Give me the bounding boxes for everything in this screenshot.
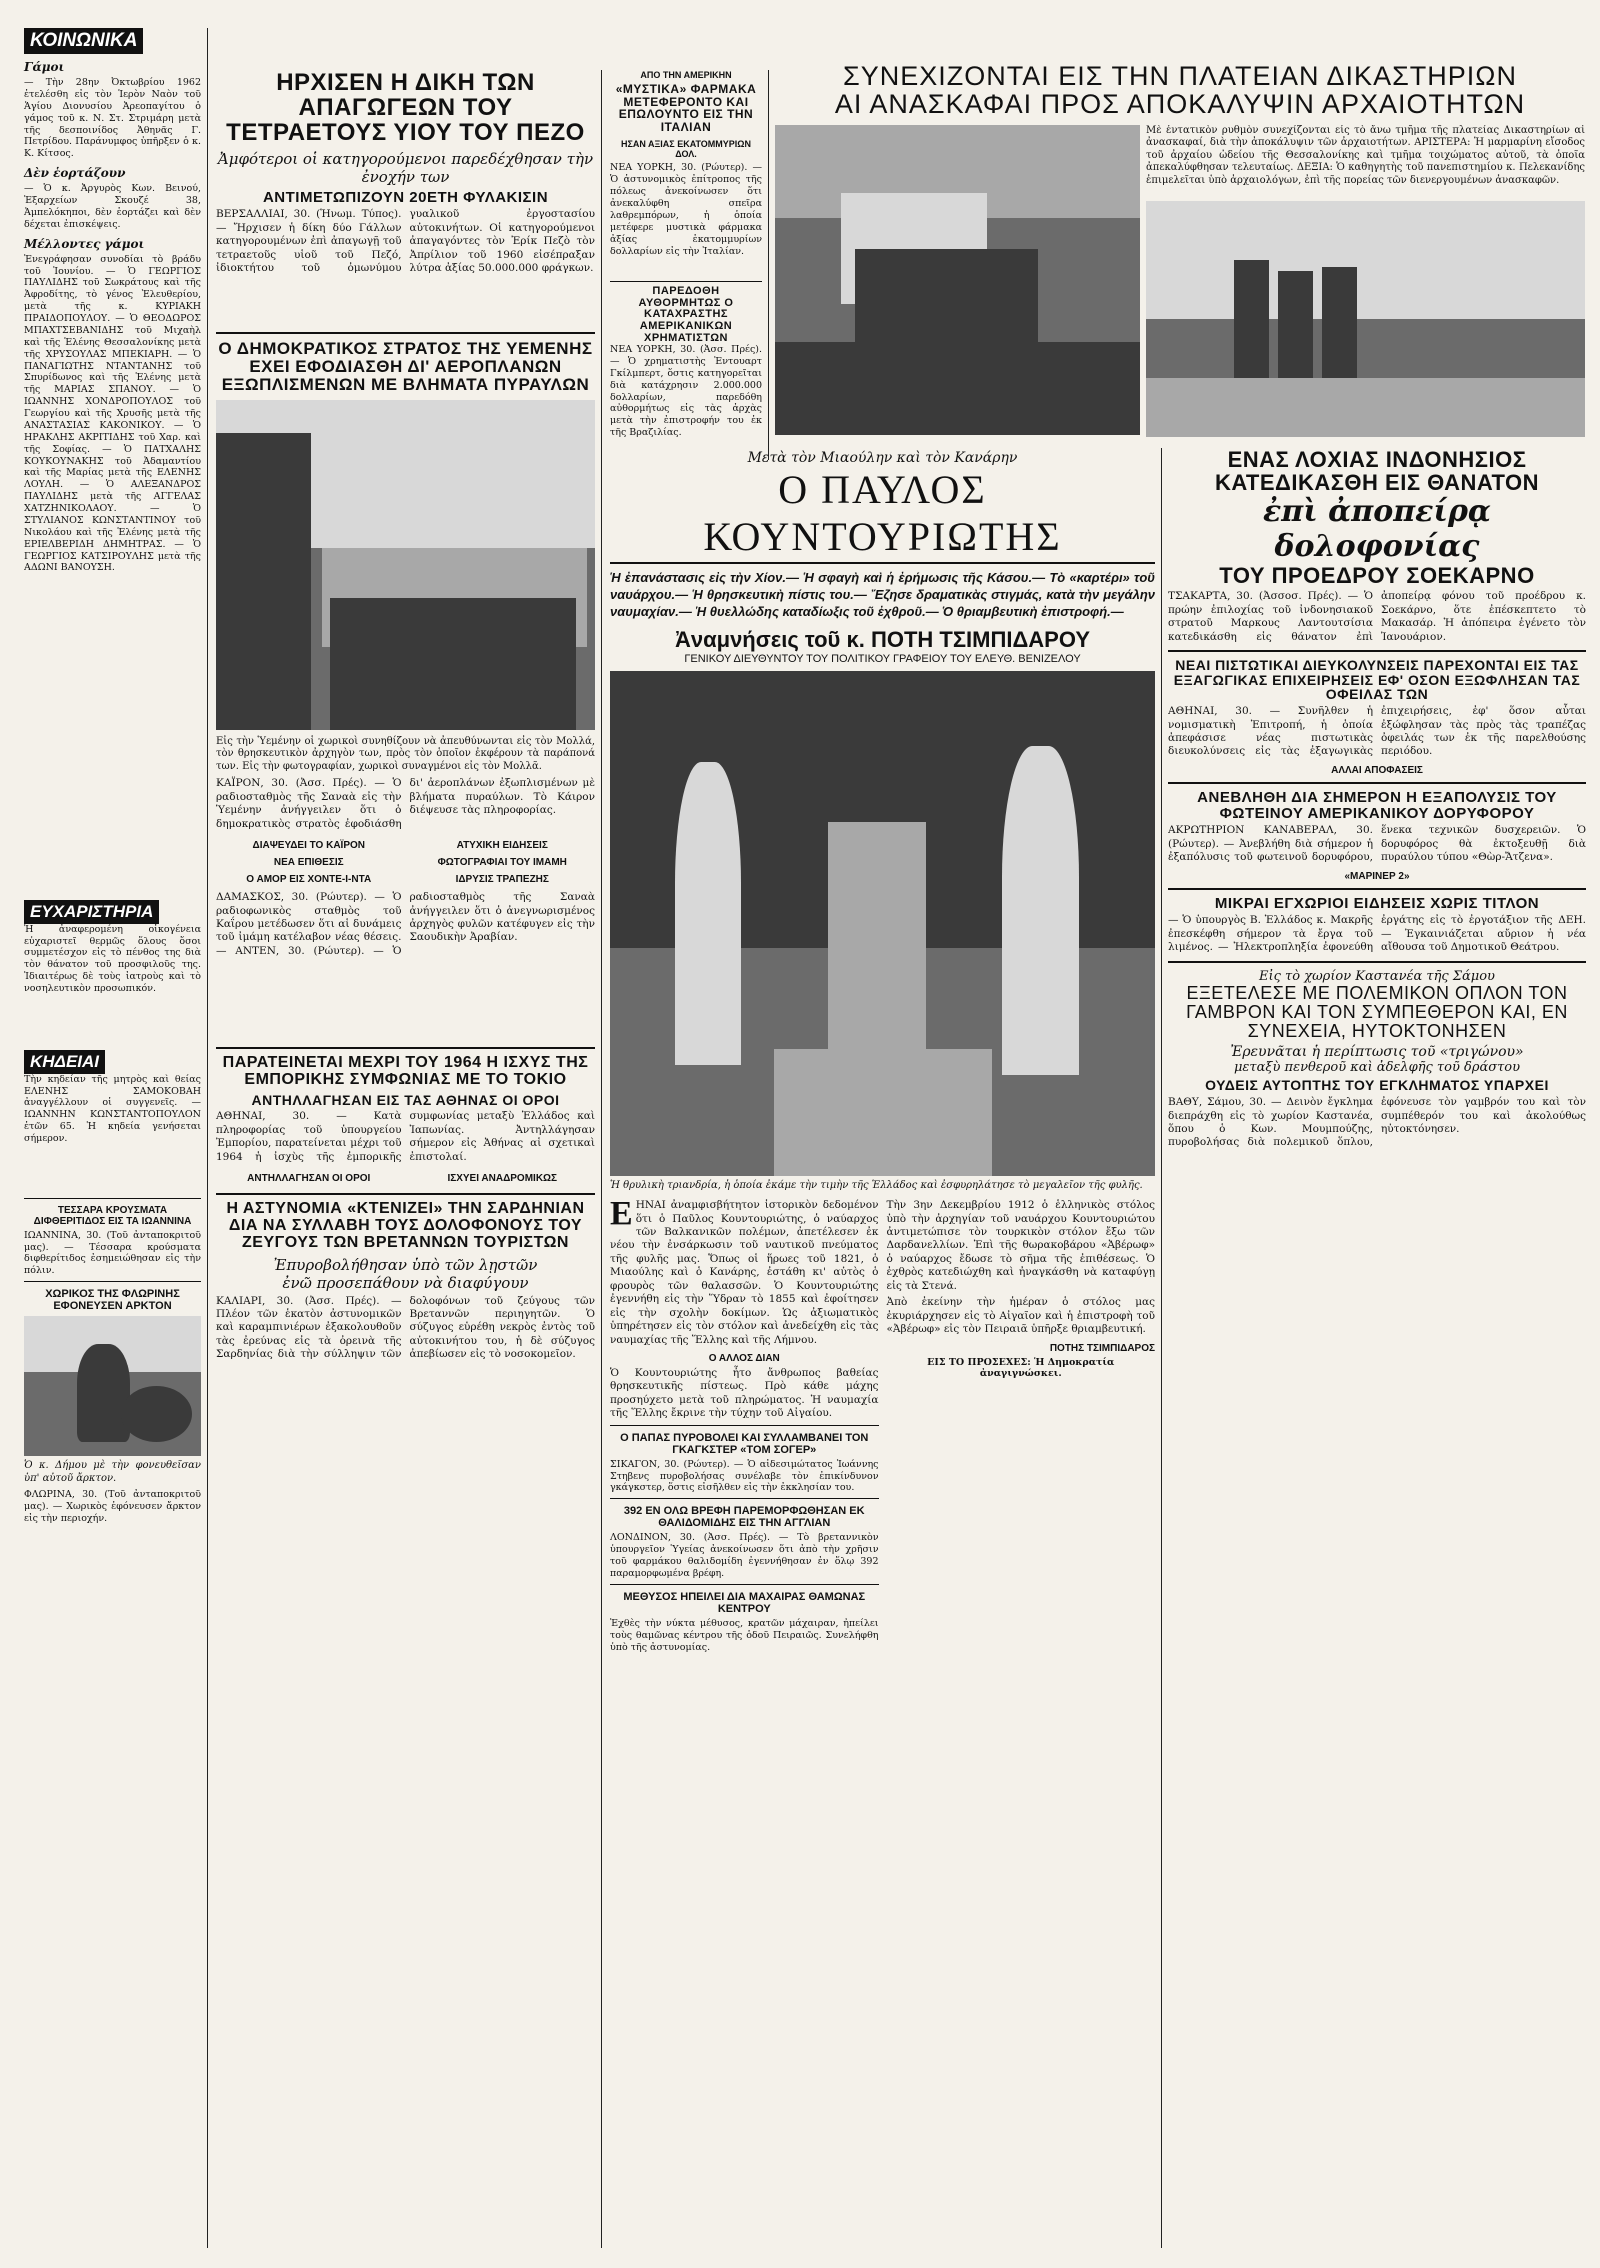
drunk-text: Ἐχθὲς τὴν νύκτα μέθυσος, κρατῶν μάχαιραν, ἠπείλει τοὺς θαμῶνας κέντρου τῆς ὁδοῦ Πειραιῶς. Συνελήφθη ὑπὸ τῆς ἀστυνομίας. (610, 1617, 879, 1653)
kountouriotis-midhead: Ο ΑΛΛΟΣ ΔΙΑΝ (708, 1352, 780, 1364)
kountouriotis-byline-sub: ΓΕΝΙΚΟΥ ΔΙΕΥΘΥΝΤΟΥ ΤΟΥ ΠΟΛΙΤΙΚΟΥ ΓΡΑΦΕΙΟΥ ΤΟΥ ΕΛΕΥΘ. ΒΕΝΙΖΕΛΟΥ (684, 652, 1081, 665)
bear-caption: Ὁ κ. Δήμου μὲ τὴν φονευθεῖσαν ὑπ' αὐτοῦ ἄρκτον. (24, 1460, 201, 1484)
excavations-caption: Μὲ ἐντατικὸν ρυθμὸν συνεχίζονται εἰς τὸ ἄνω τμῆμα τῆς πλατείας Δικαστηρίων αἱ ἀνασκαφαί, διὰ τὴν ἀποκάλυψιν τῶν ἀρχαιοτήτων. ΑΡΙΣΤΕΡΑ: Ἡ μαρμαρίνη εἴσοδος τοῦ ἀρχαίου ὠδείου τῆς Θεσσαλονίκης καὶ τμῆμα τοιχώματος αὐτοῦ, τὰ ὁποῖα ἀπεκαλύφθησαν τελευταίως. ΔΕΞΙΑ: Ὁ καθηγητὴς τοῦ πανεπιστημίου κ. Πελεκανίδης ἐπιμελεῖται ὑπὸ ἀρχαιολόγων, ἐπὶ τῆς πορείας τῶν διενεργουμένων ἀνασκαφῶν. (1146, 124, 1585, 186)
tokyo-agreement-subhead: ΑΝΤΗΛΛΑΓΗΣΑΝ ΕΙΣ ΤΑΣ ΑΘΗΝΑΣ ΟΙ ΟΡΟΙ (251, 1091, 560, 1108)
indonesia-headline: ΕΝΑΣ ΛΟΧΙΑΣ ΙΝΔΟΝΗΣΙΟΣ ΚΑΤΕΔΙΚΑΣΘΗ ΕΙΣ ΘΑΝΑΤΟΝ (1214, 448, 1540, 496)
excavations-headline-2: ΑΙ ΑΝΑΣΚΑΦΑΙ ΠΡΟΣ ΑΠΟΚΑΛΥΨΙΝ ΑΡΧΑΙΟΤΗΤΩΝ (834, 89, 1526, 120)
section-title-thanks: ΕΥΧΑΡΙΣΤΗΡΙΑ (24, 900, 159, 924)
column-world-news (210, 70, 602, 2248)
bear-headline: ΧΩΡΙΚΟΣ ΤΗΣ ΦΛΩΡΙΝΗΣ ΕΦΟΝΕΥΣΕΝ ΑΡΚΤΟΝ (45, 1288, 180, 1313)
kountouriotis-photo (610, 671, 1155, 1176)
excavations-photo-left (775, 125, 1140, 435)
indonesia-text: ΤΣΑΚΑΡΤΑ, 30. (Ἀσσοσ. Πρές). — Ὁ πρώην ἐπιλοχίας τοῦ ἰνδονησιακοῦ στρατοῦ Μαρκους Λαντουτσίσια κατεδικάσθη εἰς θάνατον ἐπὶ ἀποπείρᾳ φόνου τοῦ προέδρου κ. Σοεκάρνο, ὅτε ἐπέσκεπτετο τὸ Μακασάρ. Ἡ ἀπόπειρα ἐγένετο τὸν Ἰανουάριον. (1168, 590, 1586, 643)
section-title-funerals: ΚΗΔΕΙΑΙ (24, 1050, 105, 1074)
excavations-story (775, 62, 1585, 442)
subhead-imam-photos: ΦΩΤΟΓΡΑΦΙΑΙ ΤΟΥ ΙΜΑΜΗ (437, 857, 567, 869)
kountouriotis-body-4: Ἀπὸ ἐκείνην τὴν ἡμέραν ὁ στόλος μας ἐκυριάρχησεν εἰς τὸ Αἰγαῖον καὶ ἡ ἐπιστροφὴ τοῦ «Ἀβέρωφ» εἰς τὸν Πειραιᾶ ὑπῆρξε θριαμβευτική. (886, 1296, 1155, 1336)
subhead-terms: ΑΝΤΗΛΛΑΓΗΣΑΝ ΟΙ ΟΡΟΙ (247, 1173, 371, 1185)
yemen-text-2: ΔΑΜΑΣΚΟΣ, 30. (Ρώυτερ). — Ὁ ραδιοφωνικὸς σταθμὸς τοῦ Καΐρου μετέδωσεν ὅτι αἱ δυνάμεις τοῦ ἰμάμη κατέλαβον νέας θέσεις. — ΑΝΤΕΝ, 30. (Ρώυτερ). — Ὁ ραδιοσταθμὸς τῆς Σαναὰ ἀνήγγειλεν ὅτι ὁ ἀνεγνωρισμένος ἀρχηγὸς φυλῶν κατέφυγεν εἰς τὴν Σαουδικὴν Ἀραβίαν. (216, 891, 595, 957)
no-celebration-text: — Ὁ κ. Ἀργυρὸς Κων. Βεινού, Ἐξαρχείων Σκουζέ 38, Ἀμπελόκηποι, δὲν ἑορτάζει καὶ δὲν δέχεται ἐπισκέψεις. (24, 183, 201, 230)
kountouriotis-photo-caption: Ἡ θρυλικὴ τριανδρία, ἡ ὁποία ἐκάμε τὴν τιμὴν τῆς Ἑλλάδος καὶ ἐσφυρηλάτησε τὸ μεγαλεῖον τῆς φυλῆς. (610, 1179, 1143, 1191)
samos-headline: ΕΞΕΤΕΛΕΣΕ ΜΕ ΠΟΛΕΜΙΚΟΝ ΟΠΛΟΝ ΤΟΝ ΓΑΜΒΡΟΝ ΚΑΙ ΤΟΝ ΣΥΜΠΕΘΕΡΟΝ ΚΑΙ, ΕΝ ΣΥΝΕΧΕΙΑ, ΗΥΤΟΚΤΟΝΗΣΕΝ (1186, 982, 1568, 1041)
samos-text: ΒΑΘΥ, Σάμου, 30. — Δεινὸν ἔγκλημα διεπράχθη εἰς τὸ χωρίον Καστανέα, ὅπου ὁ Κων. Μουμπούζης, πυροβολήσας διὰ πολεμικοῦ ὅπλου, ἐφόνευσε τὸν γαμβρόν του καὶ τὸν συμπέθερόν του καὶ ἀκολούθως ηὐτοκτόνησεν. (1168, 1096, 1586, 1149)
bear-text: ΦΛΩΡΙΝΑ, 30. (Τοῦ ἀνταποκριτοῦ μας). — Χωρικὸς ἐφόνευσεν ἄρκτον εἰς τὴν περιοχήν. (24, 1489, 201, 1524)
bear-photo (24, 1316, 201, 1456)
kountouriotis-body-2: Τὴν 3ην Δεκεμβρίου 1912 ὁ ἑλληνικὸς στόλος ὑπὸ τὴν ἀρχηγίαν τοῦ ναυάρχου Κουντουριώτου ἀντιμετώπισε τὸν τουρκικὸν στόλον ἔξω τῶν Δαρδανελλίων. Ἐπὶ τῆς θωρακοβάρου «Ἀβέρωφ» ὁ ναύαρχος ἔδωσε τὸ σῆμα τῆς ἐπιθέσεως. Ὁ ἐχθρὸς κατεδιώχθη καὶ ἠναγκάσθη νὰ καταφύγῃ εἰς τὰ Στενά. (886, 1199, 1155, 1292)
drugs-subhead: ΗΣΑΝ ΑΞΙΑΣ ΕΚΑΤΟΜΜΥΡΙΩΝ ΔΟΛ. (620, 139, 752, 160)
subhead-misc: ΑΤΥΧΙΚΗ ΕΙΔΗΣΕΙΣ (456, 840, 548, 852)
subhead-retroactive: ΙΣΧΥΕΙ ΑΝΑΔΡΟΜΙΚΩΣ (447, 1173, 558, 1185)
kountouriotis-body-1: ΗΝΑΙ ἀναμφισβήτητον ἱστορικὸν δεδομένον ὅτι ὁ Παῦλος Κουντουριώτης, ὁ ναύαρχος τῶν Βαλκανικῶν πολέμων, ἀπετέλεσεν ἐκ νέου τὴν ἐνσάρκωσιν τοῦ ναυτικοῦ πνεύματος τῆς φυλῆς μας. Ὅπως οἱ ἥρωες τοῦ 1821, ὁ Μιαούλης καὶ ὁ Κανάρης, ἐστάθη κι' αὐτὸς ὁ φρουρὸς τῶν θαλασσῶν. Ὁ Κουντουριώτης ἐγεννήθη εἰς τὴν Ὕδραν τὸ 1855 καὶ ἐφοίτησεν εἰς τὴν σχολὴν δοκίμων. Ὡς ἀξιωματικὸς ὑπηρέτησεν εἰς τὸν στόλον καὶ ἀνεδείχθη εἰς τὰς ναυμαχίας τῆς Ἕλλης καὶ τῆς Λήμνου. (610, 1199, 879, 1346)
section-title-social: ΚΟΙΝΩΝΙΚΑ (24, 28, 143, 54)
thalidomide-text: ΛΟΝΔΙΝΟΝ, 30. (Ἀσσ. Πρές). — Τὸ βρεταννικὸν ὑπουργεῖον Ὑγείας ἀνεκοίνωσεν ὅτι ἀπὸ τὴν χρῆσιν τοῦ φαρμάκου θαλιδομίδη ἐγεννήθησαν ἐν ὅλῳ 392 παραμορφωμένα βρέφη. (610, 1532, 879, 1579)
kountouriotis-feature (604, 448, 1162, 2248)
excavations-headline-1: ΣΥΝΕΧΙΖΟΝΤΑΙ ΕΙΣ ΤΗΝ ΠΛΑΤΕΙΑΝ ΔΙΚΑΣΤΗΡΙΩΝ (843, 61, 1517, 91)
yemen-text: ΚΑΪΡΟΝ, 30. (Ἀσσ. Πρές). — Ὁ ραδιοσταθμὸς τῆς Σαναὰ εἰς τὴν Ὑεμένην ἀνήγγειλεν ὅτι ὁ δημοκρατικὸς στρατὸς ἐφοδιάσθη δι' ἀεροπλάνων ἐξωπλισμένων μὲ βλήματα πυραύλων. Τὸ Κάιρον διέψευσε τὰς πληροφορίας. (216, 777, 595, 830)
samos-subhead-1: Ἐρευνᾶται ἡ περίπτωσις τοῦ «τριγώνου» (1230, 1044, 1524, 1061)
thalidomide-headline: 392 ΕΝ ΟΛΩ ΒΡΕΦΗ ΠΑΡΕΜΟΡΦΩΘΗΣΑΝ ΕΚ ΘΑΛΙΔΟΜΙΔΗΣ ΕΙΣ ΤΗΝ ΑΓΓΛΙΑΝ (623, 1505, 865, 1530)
priest-headline: Ο ΠΑΠΑΣ ΠΥΡΟΒΟΛΕΙ ΚΑΙ ΣΥΛΛΑΜΒΑΝΕΙ ΤΟΝ ΓΚΑΓΚΣΤΕΡ «ΤΟΜ ΣΟΓΕΡ» (620, 1431, 869, 1456)
weddings-heading: Γάμοι (24, 60, 65, 74)
subhead-mariner: «ΜΑΡΙΝΕΡ 2» (1344, 870, 1410, 882)
column-america (604, 70, 769, 460)
future-weddings-heading: Μέλλοντες γάμοι (24, 236, 145, 251)
pezo-trial-headline: ΗΡΧΙΣΕΝ Η ΔΙΚΗ ΤΩΝ ΑΠΑΓΩΓΕΩΝ ΤΟΥ ΤΕΤΡΑΕΤΟΥΣ ΥΙΟΥ ΤΟΥ ΠΕΖΟ (226, 70, 585, 147)
drugs-text: ΝΕΑ ΥΟΡΚΗ, 30. (Ρώυτερ). — Ὁ ἀστυνομικὸς ἐπίτροπος τῆς πόλεως ἀνεκοίνωσεν ὅτι ἀνεκαλύφθη σπεῖρα λαθρεμπόρων, ἡ ὁποία μετέφερε μυστικὰ φάρμακα ἀξίας ἑκατομμυρίων δολλαρίων εἰς τὴν Ἰταλίαν. (610, 162, 762, 257)
kountouriotis-signature: ΠΟΤΗΣ ΤΣΙΜΠΙΔΑΡΟΣ (1049, 1342, 1155, 1354)
yemen-photo-caption: Εἰς τὴν Ὑεμένην οἱ χωρικοὶ συνηθίζουν νὰ ἀπευθύνωνται εἰς τὸν Μολλά, τὸν θρησκευτικὸν ἀρχηγὸν των, πρὸς τὸν ὁποῖον ἐκφέρουν τὰ παράπονά των. Εἰς τὴν φωτογραφίαν, χωρικοὶ συναγμένοι εἰς τὸν Μολλᾶ. (216, 735, 595, 772)
excavations-photo-right (1146, 201, 1585, 437)
drunk-headline: ΜΕΘΥΣΟΣ ΗΠΕΙΛΕΙ ΔΙΑ ΜΑΧΑΙΡΑΣ ΘΑΜΩΝΑΣ ΚΕΝΤΡΟΥ (623, 1590, 866, 1615)
subhead-other-decisions: ΑΛΛΑΙ ΑΠΟΦΑΣΕΙΣ (1331, 764, 1423, 776)
satellite-headline: ΑΝΕΒΛΗΘΗ ΔΙΑ ΣΗΜΕΡΟΝ Η ΕΞΑΠΟΛΥΣΙΣ ΤΟΥ ΦΩΤΕΙΝΟΥ ΑΜΕΡΙΚΑΝΙΚΟΥ ΔΟΡΥΦΟΡΟΥ (1197, 788, 1557, 822)
future-weddings-text: Ἐνεγράφησαν συνοδίαι τὸ βράδυ τοῦ Ἰουνίου. — Ὁ ΓΕΩΡΓΙΟΣ ΠΑΥΛΙΔΗΣ τοῦ Σωκράτους καὶ τῆς Ἀφροδίτης, τὸ γένος Ἐλευθερίου, μετὰ τῆς κ. ΚΥΡΙΑΚΗ ΠΡΑΙΔΟΠΟΥΛΟΥ. — Ὁ ΘΕΟΔΩΡΟΣ ΜΠΑΧΤΣΕΒΑΝΙΔΗΣ τοῦ Μιχαὴλ καὶ τῆς Ἑλένης Θεσσαλονίκης μετὰ τῆς ΧΡΥΣΟΥΛΑΣ ΜΠΕΚΙΑΡΗ. — Ὁ ΠΑΝΑΓΙΩΤΗΣ ΝΤΑΝΤΑΝΗΣ τοῦ Σπυρίδωνος καὶ τῆς Ἑλένης μετὰ τῆς ΜΑΡΙΑΣ ΣΠΑΝΟΥ. — Ὁ ΙΩΑΝΝΗΣ ΧΟΝΔΡΟΠΟΥΛΟΣ τοῦ Γεωργίου καὶ τῆς Χρυσῆς μετὰ τῆς ΑΝΑΣΤΑΣΙΑΣ ΚΑΚΟΝΙΚΟΥ. — Ὁ ΗΡΑΚΛΗΣ ΑΚΡΙΤΙΔΗΣ τοῦ Χαρ. καὶ τῆς Σοφίας. — Ὁ ΠΑΤΧΑΛΗΣ ΚΟΥΚΟΥΝΑΚΗΣ τοῦ Ἀδαμαντίου καὶ τῆς Μαρίας μετὰ τῆς ΕΛΕΝΗΣ ΛΟΥΛΗ. — Ὁ ΑΛΕΞΑΝΔΡΟΣ ΠΑΥΛΙΔΗΣ μετὰ τῆς ΑΓΓΕΛΑΣ ΧΑΤΖΗΝΙΚΟΛΑΟΥ. — Ὁ ΣΤΥΛΙΑΝΟΣ ΚΩΝΣΤΑΝΤΙΝΟΥ τοῦ Νικολάου καὶ τῆς Ἑλένης μετὰ τῆς ΕΡΙΕΛΒΕΡΙΔΗ ΔΗΜΗΤΡΑΣ. — Ὁ ΓΕΩΡΓΙΟΣ ΚΑΤΣΙΡΟΥΛΗΣ μετὰ τῆς ΑΔΩΝΙ ΒΑΝΟΥΣΗ. (24, 253, 201, 574)
samos-subhead-3: ΟΥΔΕΙΣ ΑΥΤΟΠΤΗΣ ΤΟΥ ΕΓΚΛΗΜΑΤΟΣ ΥΠΑΡΧΕΙ (1205, 1077, 1549, 1094)
kountouriotis-body-3: Ὁ Κουντουριώτης ἦτο ἄνθρωπος βαθείας θρησκευτικῆς πίστεως. Πρὸ κάθε μάχης προσηύχετο μετὰ τοῦ πληρώματος. Ἡ ναυμαχία τῆς Ἕλλης ἔκρινε τὴν τύχην τοῦ Αἰγαίου. (610, 1366, 879, 1420)
drugs-headline: «ΜΥΣΤΙΚΑ» ΦΑΡΜΑΚΑ ΜΕΤΕΦΕΡΟΝΤΟ ΚΑΙ ΕΠΩΛΟΥΝΤΟ ΕΙΣ ΤΗΝ ΙΤΑΛΙΑΝ (615, 82, 757, 134)
indonesia-subhead-2: ΤΟΥ ΠΡΟΕΔΡΟΥ ΣΟΕΚΑΡΝΟ (1219, 563, 1535, 589)
america-label: ΑΠΟ ΤΗΝ ΑΜΕΡΙΚΗΝ (640, 70, 732, 80)
diphtheria-text: ΙΩΑΝΝΙΝΑ, 30. (Τοῦ ἀνταποκριτοῦ μας). — Τέσσαρα κρούσματα διφθερίτιδος ἐσημειώθησαν εἰς τὴν πόλιν. (24, 1229, 201, 1277)
subhead-cairo-denies: ΔΙΑΨΕΥΔΕΙ ΤΟ ΚΑΪΡΟΝ (252, 840, 365, 852)
embezzler-text: ΝΕΑ ΥΟΡΚΗ, 30. (Ἀσσ. Πρές). — Ὁ χρηματιστὴς Ἐντουαρτ Γκίλμπερτ, ὅστις κατηγορεῖται διὰ κατάχρησιν 2.000.000 δολλαρίων, παρεδόθη αὐθορμήτως εἰς τὰς ἀρχὰς μετὰ τὴν ἐπιστροφήν του ἐκ τῆς Βραζιλίας. (610, 344, 762, 439)
samos-subhead-2: μεταξὺ πενθεροῦ καὶ ἀδελφῆς τοῦ δράστου (1233, 1060, 1521, 1076)
kountouriotis-deck: Ἡ ἐπανάστασις εἰς τὴν Χίον.— Ἡ σφαγὴ καὶ ἡ ἐρήμωσις τῆς Κάσου.— Τὸ «καρτέρι» τοῦ ναυάρχου.— Ἡ θρησκευτικὴ πίστις του.— Ἔζησε δραματικὰς στιγμάς, κατὰ τὴν μεγάλην ναυμαχίαν.— Ἡ θυελλώδης καταδίωξις τοῦ ἐχθροῦ.— Ὁ θριαμβευτικὴ ἐπιστροφή.— (610, 570, 1155, 619)
credit-headline: ΝΕΑΙ ΠΙΣΤΩΤΙΚΑΙ ΔΙΕΥΚΟΛΥΝΣΕΙΣ ΠΑΡΕΧΟΝΤΑΙ ΕΙΣ ΤΑΣ ΕΞΑΓΩΓΙΚΑΣ ΕΠΙΧΕΙΡΗΣΕΙΣ ΕΦ' ΟΣΟΝ ΕΞΩΦΛΗΣΑΝ ΤΑΣ ΟΦΕΙΛΑΣ ΤΩΝ (1173, 657, 1581, 703)
dropcap-e: Ε (610, 1195, 633, 1233)
weddings-text: — Τὴν 28ην Ὀκτωβρίου 1962 ἐτελέσθη εἰς τὸν Ἱερὸν Ναὸν τοῦ Ἁγίου Διονυσίου Ἀρεοπαγίτου ὁ γάμος τοῦ κ. Ν. Στ. Στριμάρη μετὰ τῆς δεσποινίδος Ἀθηνᾶς Γ. Πετρίδου. Παράνυμφος ὑπῆρξεν ὁ κ. Κ. Κίτσος. (24, 77, 201, 160)
kountouriotis-kicker: Μετὰ τὸν Μιαούλην καὶ τὸν Κανάρην (747, 450, 1018, 466)
funerals-text: Τὴν κηδείαν τῆς μητρὸς καὶ θείας ΕΛΕΝΗΣ ΣΑΜΟΚΟΒΑΗ ἀναγγέλλουν οἱ συγγενεῖς. — ΙΩΑΝΝΗΝ ΚΩΝΣΤΑΝΤΟΠΟΥΛΟΝ ἐτῶν 65. Ἡ κηδεία γενήσεται σήμερον. (24, 1073, 201, 1144)
tokyo-agreement-headline: ΠΑΡΑΤΕΙΝΕΤΑΙ ΜΕΧΡΙ ΤΟΥ 1964 Η ΙΣΧΥΣ ΤΗΣ ΕΜΠΟΡΙΚΗΣ ΣΥΜΦΩΝΙΑΣ ΜΕ ΤΟ ΤΟΚΙΟ (222, 1054, 589, 1088)
priest-text: ΣΙΚΑΓΟΝ, 30. (Ρώυτερ). — Ὁ αἰδεσιμώτατος Ἰωάννης Στηβενς πυροβολήσας συνέλαβε τὸν ἐπικίνδυνον γκάγκστερ, ὅστις εἰσῆλθεν εἰς τὴν ἐκκλησίαν του. (610, 1458, 879, 1494)
sardinia-subhead-2: ἐνῶ προσεπάθουν νὰ διαφύγουν (282, 1273, 529, 1292)
kountouriotis-body-1-wrap (610, 1195, 879, 1347)
kountouriotis-byline: Ἀναμνήσεις τοῦ κ. ΠΟΤΗ ΤΣΙΜΠΙΔΑΡΟΥ (674, 626, 1091, 652)
embezzler-headline: ΠΑΡΕΔΟΘΗ ΑΥΘΟΡΜΗΤΩΣ Ο ΚΑΤΑΧΡΑΣΤΗΣ ΑΜΕΡΙΚΑΝΙΚΩΝ ΧΡΗΜΑΤΙΣΤΩΝ (638, 285, 734, 344)
subhead-amor: Ο ΑΜΟΡ ΕΙΣ ΧΟΝΤΕ-Ι-ΝΤΑ (246, 874, 372, 886)
yemen-photo (216, 400, 595, 730)
kountouriotis-next: ΕΙΣ ΤΟ ΠΡΟΣΕΧΕΣ: Ἡ Δημοκρατία ἀναγιγνώσκει. (927, 1356, 1115, 1380)
indonesia-subhead: ἐπὶ ἀποπείρᾳ δολοφονίας (1263, 494, 1491, 565)
pezo-trial-subhead-2: ΑΝΤΙΜΕΤΩΠΙΖΟΥΝ 20ΕΤΗ ΦΥΛΑΚΙΣΙΝ (262, 188, 549, 206)
subhead-new-attack: ΝΕΑ ΕΠΙΘΕΣΙΣ (273, 857, 344, 869)
satellite-text: ΑΚΡΩΤΗΡΙΟΝ ΚΑΝΑΒΕΡΑΛ, 30. (Ρώυτερ). — Ἀνεβλήθη διὰ σήμερον ἡ ἐξαπόλυσις τοῦ φωτεινοῦ δορυφόρου, ἕνεκα τεχνικῶν δυσχερειῶν. Ὁ δορυφόρος θὰ ἐκτοξευθῇ διὰ πυραύλου τύπου «Θὼρ-Ἄτζενα». (1168, 824, 1586, 864)
pezo-trial-text: ΒΕΡΣΑΛΛΙΑΙ, 30. (Ἡνωμ. Τύπος). — Ἤρχισεν ἡ δίκη δύο Γάλλων κατηγορουμένων ἐπὶ ἀπαγωγῇ τοῦ τετραετοῦς υἱοῦ τοῦ Πεζό, ἰδιοκτήτου τοῦ ὀμωνύμου γυαλικοῦ ἐργοστασίου αὐτοκινήτων. Οἱ κατηγορούμενοι ἀπαγαγόντες τὸν Ἐρίκ Πεζὸ τὸν Ἀπρίλιον τοῦ 1960 εἰσέπραξαν λύτρα ἀξίας 50.000.000 φράγκων. (216, 208, 595, 275)
thanks-text: Ἡ ἀναφερομένη οἰκογένεια εὐχαριστεῖ θερμῶς ὅλους ὅσοι συμμετέσχον εἰς τὸ πένθος της διὰ τὸν θάνατον τοῦ προσφιλοῦς της. Ἰδιαιτέρως δὲ τοὺς ἰατροὺς καὶ τὸ νοσηλευτικὸν προσωπικόν. (24, 923, 201, 994)
kountouriotis-headline: Ο ΠΑΥΛΟΣ ΚΟΥΝΤΟΥΡΙΩΤΗΣ (610, 466, 1155, 564)
column-right (1168, 448, 1586, 2248)
tokyo-agreement-text: ΑΘΗΝΑΙ, 30. — Κατὰ πληροφορίας τοῦ ὑπουργείου Ἐμπορίου, παρατείνεται μέχρι τοῦ 1964 ἡ ἰσχὺς τῆς ἐμπορικῆς συμφωνίας μεταξὺ Ἑλλάδος καὶ Ἰαπωνίας. Ἀντηλλάγησαν σήμερον εἰς Ἀθήνας αἱ σχετικαὶ ἐπιστολαί. (216, 1110, 595, 1163)
samos-kicker: Εἰς τὸ χωρίον Καστανέα τῆς Σάμου (1259, 968, 1495, 984)
diphtheria-headline: ΤΕΣΣΑΡΑ ΚΡΟΥΣΜΑΤΑ ΔΙΦΘΕΡΙΤΙΔΟΣ ΕΙΣ ΤΑ ΙΩΑΝΝΙΝΑ (33, 1204, 192, 1227)
no-celebration-heading: Δὲν ἑορτάζουν (24, 166, 126, 181)
sardinia-subhead-1: Ἐπυροβολήθησαν ὑπὸ τῶν λῃστῶν (273, 1255, 538, 1274)
credit-text: ΑΘΗΝΑΙ, 30. — Συνῆλθεν ἡ νομισματικὴ Ἐπιτροπή, ἡ ὁποία ἀπεφάσισε νέας πιστωτικὰς διευκολύνσεις εἰς τὰς ἐξαγωγικὰς ἐπιχειρήσεις, ἐφ' ὅσον αὗται ἐξώφλησαν τὰς πρὸς τὰς τραπέζας ὀφειλάς των ἐκ τῆς παρελθούσης περιόδου. (1168, 705, 1586, 758)
column-society (18, 28, 208, 2248)
pezo-trial-subhead: Ἀμφότεροι οἱ κατηγορούμενοι παρεδέχθησαν τὴν ἐνοχήν των (217, 149, 594, 186)
local-news-headline: ΜΙΚΡΑΙ ΕΓΧΩΡΙΟΙ ΕΙΔΗΣΕΙΣ ΧΩΡΙΣ ΤΙΤΛΟΝ (1214, 894, 1540, 912)
local-news-text: — Ὁ ὑπουργὸς Β. Ἑλλάδος κ. Μακρῆς ἐπεσκέφθη σήμερον τὰ ἔργα τοῦ λιμένος. — Ἠλεκτροπληξία ἐφονεύθη ἐργάτης εἰς τὸ ἐργοτάξιον τῆς ΔΕΗ. — Ἐγκαινιάζεται αὔριον ἡ νέα αἴθουσα τοῦ Δημοτικοῦ Θεάτρου. (1168, 914, 1586, 954)
sardinia-headline: Η ΑΣΤΥΝΟΜΙΑ «ΚΤΕΝΙΖΕΙ» ΤΗΝ ΣΑΡΔΗΝΙΑΝ ΔΙΑ ΝΑ ΣΥΛΛΑΒΗ ΤΟΥΣ ΔΟΛΟΦΟΝΟΥΣ ΤΟΥ ΖΕΥΓΟΥΣ ΤΩΝ ΒΡΕΤΑΝΝΩΝ ΤΟΥΡΙΣΤΩΝ (226, 1200, 585, 1251)
sardinia-text: ΚΑΛΙΑΡΙ, 30. (Ἀσσ. Πρές). — Πλέον τῶν ἑκατὸν ἀστυνομικῶν καὶ καραμπινιέρων ἐξακολουθοῦν τὰς ἐρεύνας εἰς τὰ ὀρεινὰ τῆς Σαρδηνίας διὰ τὴν σύλληψιν τῶν δολοφόνων τοῦ ζεύγους τῶν Βρεταννῶν περιηγητῶν. Ὁ σύζυγος εὑρέθη νεκρὸς ἐντὸς τοῦ αὐτοκινήτου του, ἡ δὲ σύζυγος ἀπεβίωσεν εἰς τὸ νοσοκομεῖον. (216, 1294, 595, 1361)
subhead-bank: ΙΔΡΥΣΙΣ ΤΡΑΠΕΖΗΣ (455, 874, 549, 886)
yemen-headline: Ο ΔΗΜΟΚΡΑΤΙΚΟΣ ΣΤΡΑΤΟΣ ΤΗΣ ΥΕΜΕΝΗΣ ΕΧΕΙ ΕΦΟΔΙΑΣΘΗ ΔΙ' ΑΕΡΟΠΛΑΝΩΝ ΕΞΩΠΛΙΣΜΕΝΩΝ ΜΕ ΒΛΗΜΑΤΑ ΠΥΡΑΥΛΩΝ (218, 339, 593, 394)
